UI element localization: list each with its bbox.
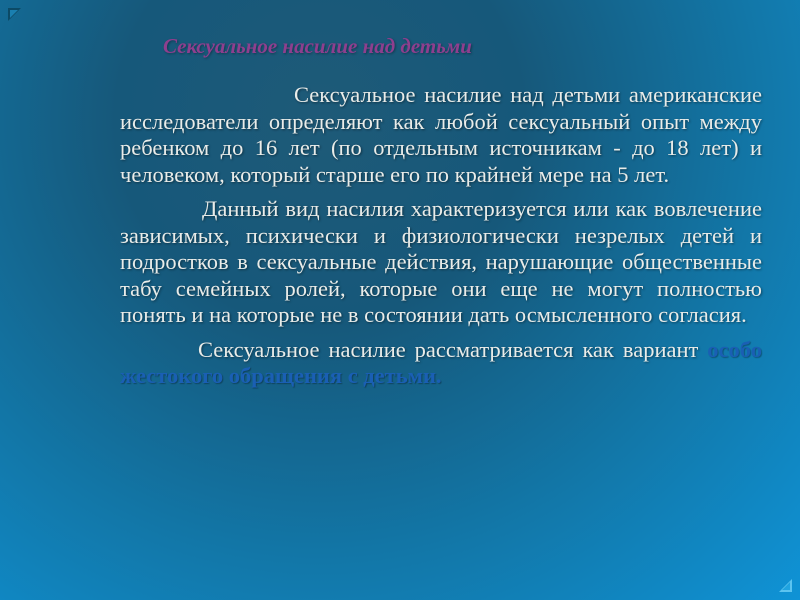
- conclusion-highlight: особо жестокого обращения с детьми.: [120, 336, 762, 388]
- corner-arrow-top-left-inner-icon: [10, 10, 18, 18]
- slide-title: Сексуальное насилие над детьми: [163, 34, 472, 58]
- paragraph-conclusion: [120, 337, 762, 390]
- slide-body: [120, 82, 762, 390]
- conclusion-text: Сексуальное насилие рассматривается как вариант: [198, 336, 699, 362]
- paragraph-definition: Сексуальное насилие над детьми американские исследователи определяют как любой сексуальный опыт между ребенком до 16 лет (по отдельным источникам - до 18 лет) и человеком, который старше его по крайней мере на 5 лет.: [120, 82, 762, 187]
- paragraph-characteristics: Данный вид насилия характеризуется или как вовлечение зависимых, психически и физиологически незрелых детей и подростков в сексуальные действия, нарушающие общественные табу семейных ролей, которые они еще не могут полностью понять и на которые не в состоянии дать осмысленного согласия.: [120, 196, 762, 327]
- corner-arrow-bottom-right-inner-icon: [782, 582, 790, 590]
